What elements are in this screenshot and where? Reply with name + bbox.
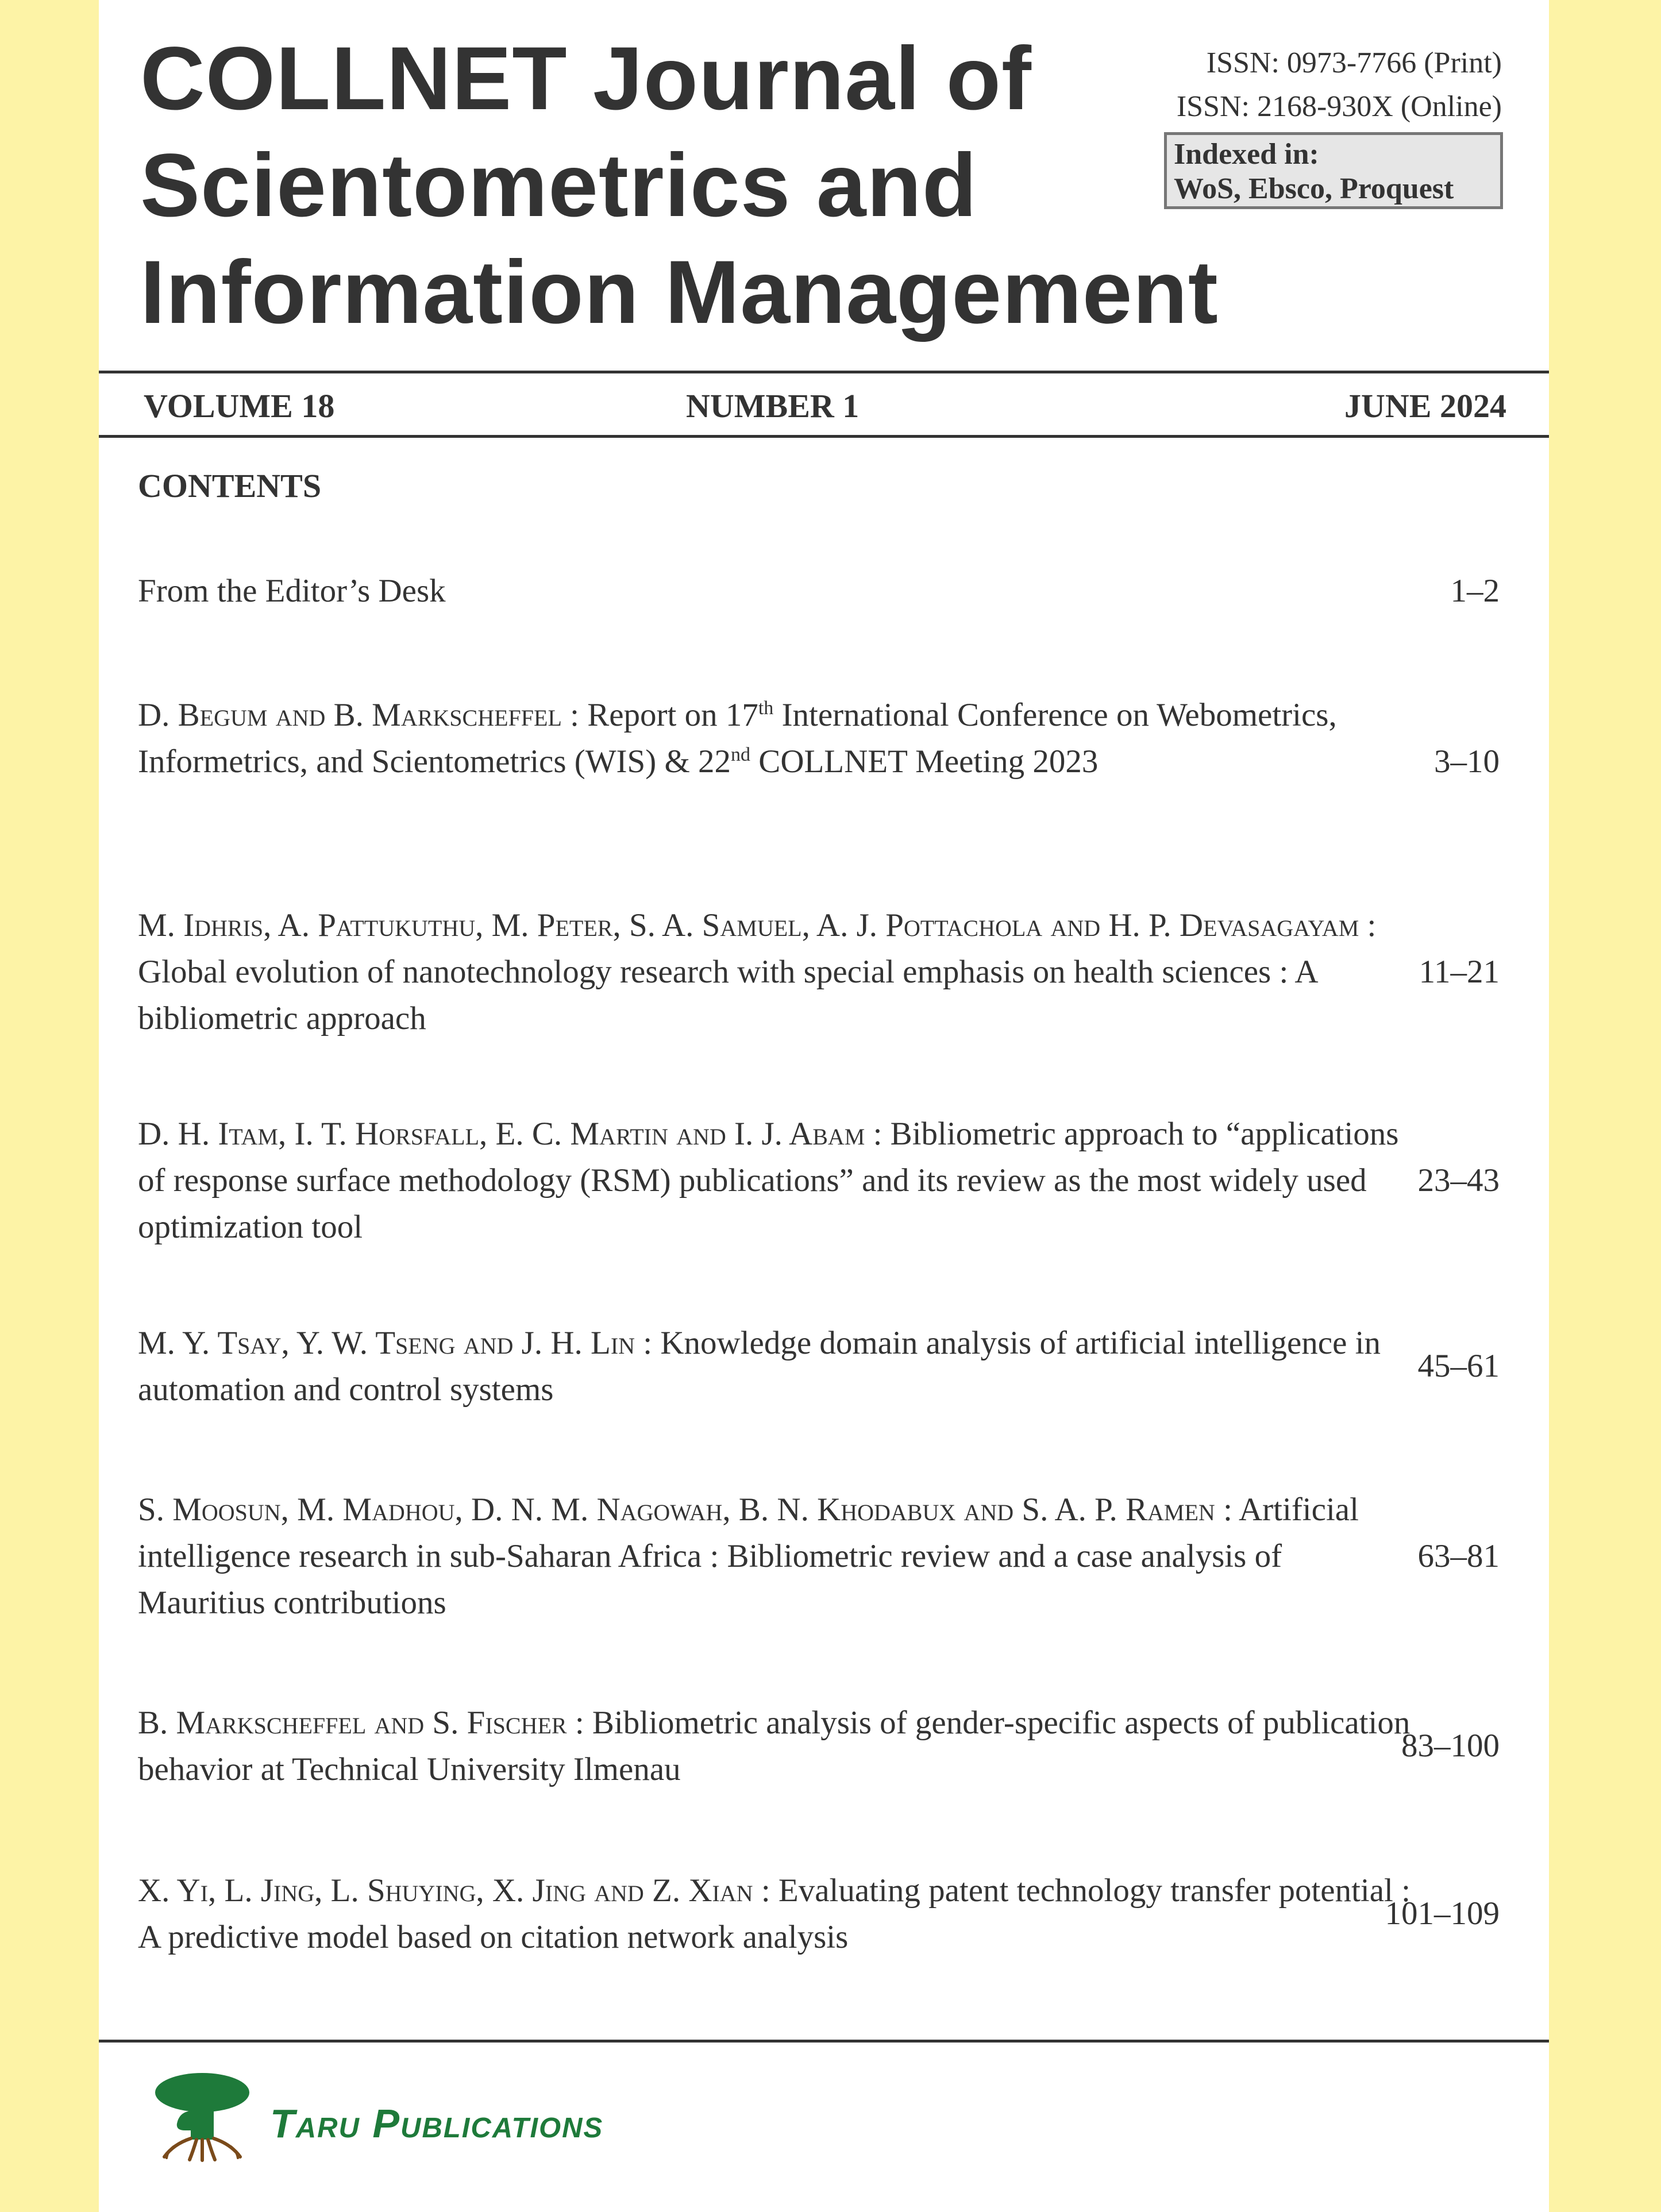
- publisher-footer: [151, 2071, 840, 2163]
- toc-entry-title: : Bibliometric analysis of gender-specific aspects of publication behavior at Technical University Ilmenau: [138, 1705, 1410, 1787]
- toc-entry-title: : Bibliometric approach to “applications of response surface methodology (RSM) publications” and its review as the most widely used optimization tool: [138, 1116, 1399, 1245]
- toc-entry[interactable]: [138, 568, 1500, 614]
- toc-entry[interactable]: [138, 1867, 1500, 1960]
- toc-entry-authors: S. Moosun, M. Madhou, D. N. M. Nagowah, B. N. Khodabux and S. A. P. Ramen: [138, 1492, 1215, 1528]
- toc-entry-text: [138, 902, 1413, 1042]
- issue-bar: [99, 375, 1549, 437]
- indexed-box: [1164, 132, 1503, 209]
- publisher-name: Taru Publications: [270, 2101, 604, 2146]
- toc-entry-authors: M. Idhris, A. Pattukuthu, M. Peter, S. A. Samuel, A. J. Pottachola and H. P. Devasagayam: [138, 907, 1359, 943]
- toc-entry-title: From the Editor’s Desk: [138, 573, 446, 609]
- footer-divider: [99, 2040, 1549, 2043]
- toc-entry-authors: D. Begum and B. Markscheffel: [138, 697, 562, 733]
- tree-T-logo-icon: [151, 2071, 254, 2163]
- toc-entry-title-part: International Conference on Webometrics, Informetrics, and Scientometrics (WIS) & 22: [138, 697, 1337, 780]
- issue-bar-divider: [99, 435, 1549, 438]
- toc-entry-text: [138, 692, 1413, 785]
- toc-entry-text: [138, 1486, 1413, 1626]
- toc-entry-pages: 3–10: [1434, 743, 1500, 780]
- toc-entry-pages: 23–43: [1417, 1162, 1500, 1199]
- toc-entry-title-part: : Report on 17: [561, 697, 758, 733]
- issn-print: ISSN: 0973-7766 (Print): [1206, 47, 1502, 79]
- journal-title-line-2: Scientometrics and: [140, 136, 978, 236]
- toc-entry[interactable]: [138, 1320, 1500, 1413]
- contents-heading: CONTENTS: [138, 467, 322, 504]
- toc-entry-title-part: COLLNET Meeting 2023: [750, 743, 1099, 780]
- toc-entry-pages: 63–81: [1417, 1538, 1500, 1574]
- toc-entry[interactable]: [138, 1700, 1500, 1793]
- issn-block: [1177, 41, 1502, 129]
- journal-cover: [99, 0, 1549, 2212]
- toc-entry-pages: 1–2: [1450, 573, 1500, 609]
- toc-entry[interactable]: [138, 692, 1500, 785]
- toc-entry-authors: X. Yi, L. Jing, L. Shuying, X. Jing and Z. Xian: [138, 1872, 753, 1909]
- toc-entry-pages: 83–100: [1401, 1728, 1500, 1764]
- top-divider: [99, 371, 1549, 373]
- toc-entry-authors: B. Markscheffel and S. Fischer: [138, 1705, 567, 1741]
- volume-label: VOLUME 18: [144, 387, 335, 425]
- toc-entry[interactable]: [138, 902, 1500, 1042]
- ordinal-suffix: th: [758, 697, 774, 719]
- journal-title: [140, 25, 1232, 346]
- toc-entry-pages: 11–21: [1419, 954, 1500, 990]
- toc-entry[interactable]: [138, 1111, 1500, 1250]
- journal-title-line-1: COLLNET Journal of: [140, 29, 1032, 129]
- toc-entry-pages: 101–109: [1385, 1895, 1500, 1932]
- issue-date: JUNE 2024: [1344, 387, 1506, 425]
- toc-entry-title: : Evaluating patent technology transfer potential : A predictive model based on citation network analysis: [138, 1872, 1410, 1955]
- toc-entry[interactable]: [138, 1486, 1500, 1626]
- toc-entry-text: [138, 1867, 1413, 1960]
- toc-entry-title: : Knowledge domain analysis of artificial intelligence in automation and control systems: [138, 1325, 1381, 1408]
- toc-entry-authors: D. H. Itam, I. T. Horsfall, E. C. Martin and I. J. Abam: [138, 1116, 865, 1152]
- toc-entry-authors: M. Y. Tsay, Y. W. Tseng and J. H. Lin: [138, 1325, 635, 1361]
- number-label: NUMBER 1: [686, 387, 860, 425]
- journal-title-line-3: Information Management: [140, 242, 1219, 342]
- indexed-label: Indexed in:: [1174, 138, 1319, 171]
- toc-entry-text: [138, 1111, 1413, 1250]
- toc-entry-text: [138, 1700, 1413, 1793]
- toc-entry-title: : Artificial intelligence research in sub-Saharan Africa : Bibliometric review and a case analysis of Mauritius contributions: [138, 1492, 1359, 1621]
- toc-entry-pages: 45–61: [1417, 1348, 1500, 1384]
- ordinal-suffix: nd: [731, 744, 751, 765]
- toc-entry-text: [138, 1320, 1413, 1413]
- issn-online: ISSN: 2168-930X (Online): [1176, 90, 1502, 123]
- indexed-list: WoS, Ebsco, Proquest: [1174, 172, 1454, 205]
- toc-entry-title: : Global evolution of nanotechnology research with special emphasis on health sciences : A bibliometric approach: [138, 907, 1377, 1036]
